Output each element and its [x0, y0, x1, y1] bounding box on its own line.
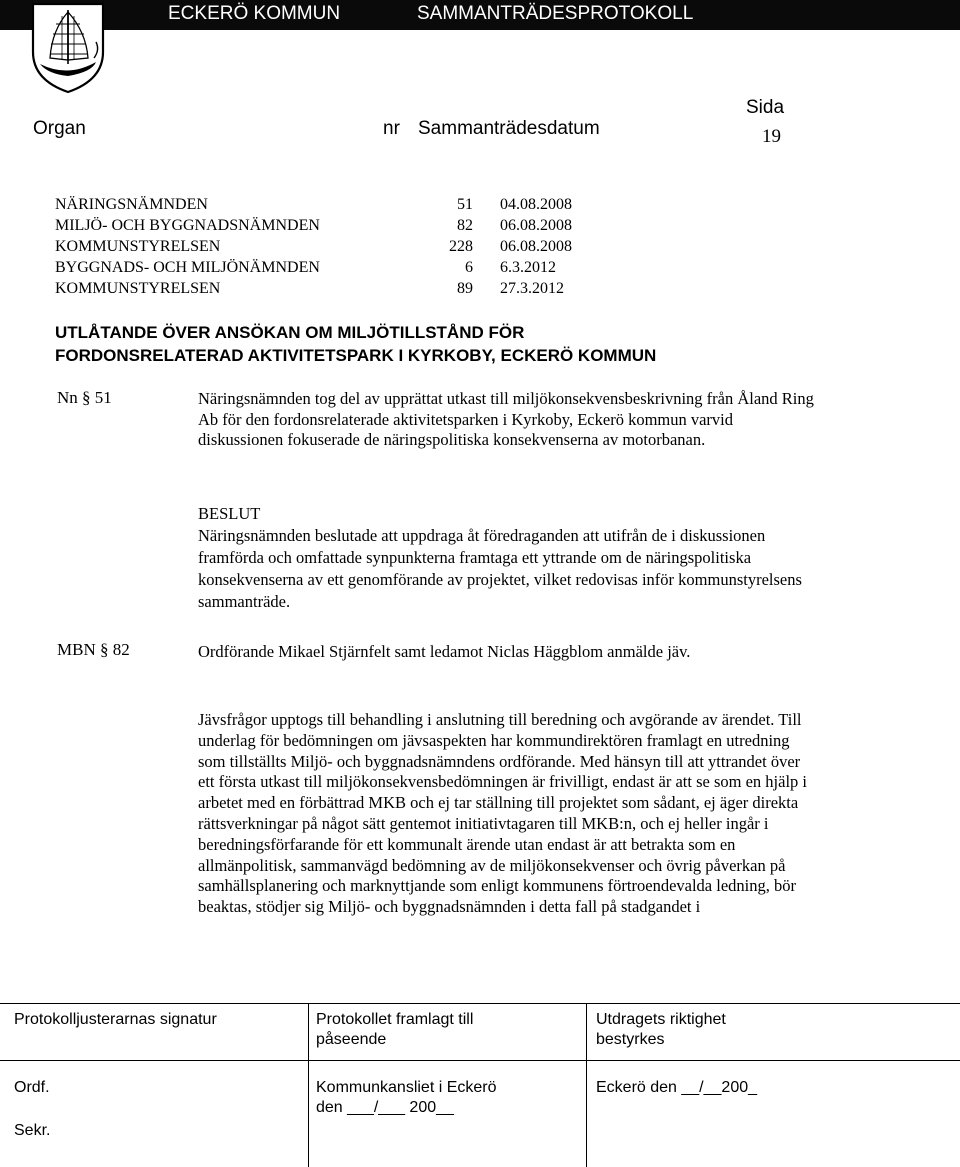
footer-divider — [0, 1003, 960, 1004]
mbn-paragraph — [198, 640, 818, 663]
municipality-name: ECKERÖ KOMMUN — [168, 3, 341, 24]
office-location: Kommunkansliet i Eckerö — [316, 1079, 497, 1096]
footer-row-divider — [0, 1060, 960, 1061]
meeting-organ: NÄRINGSNÄMNDEN — [55, 196, 208, 213]
page-number: 19 — [762, 126, 781, 147]
paragraph-ref-mbn: MBN § 82 — [57, 640, 130, 659]
meeting-organ: MILJÖ- OCH BYGGNADSNÄMNDEN — [55, 217, 320, 234]
meeting-date: 06.08.2008 — [500, 238, 572, 255]
meeting-number: 89 — [457, 280, 473, 297]
nr-label: nr — [383, 118, 400, 139]
beslut-section — [198, 504, 818, 613]
meeting-row — [55, 280, 615, 301]
beslut-heading: BESLUT — [198, 504, 261, 523]
meeting-date: 6.3.2012 — [500, 259, 556, 276]
meeting-row — [55, 259, 615, 280]
sekr-label: Sekr. — [14, 1122, 51, 1139]
mbn-text-jav: Ordförande Mikael Stjärnfelt samt ledamot Niclas Häggblom anmälde jäv. — [198, 642, 691, 661]
certification-date-blank: Eckerö den __/__200_ — [596, 1079, 758, 1096]
meeting-date: 06.08.2008 — [500, 217, 572, 234]
meeting-organ: KOMMUNSTYRELSEN — [55, 238, 221, 255]
meetings-list — [55, 196, 615, 301]
meeting-number: 51 — [457, 196, 473, 213]
nn-paragraph — [198, 389, 818, 451]
public-display-heading-1: Protokollet framlagt till — [316, 1011, 474, 1028]
meeting-date: 27.3.2012 — [500, 280, 564, 297]
ordf-label: Ordf. — [14, 1079, 50, 1096]
footer-column-divider — [308, 1004, 309, 1167]
meeting-organ: KOMMUNSTYRELSEN — [55, 280, 221, 297]
display-date-blank: den ___/___ 200__ — [316, 1099, 454, 1116]
public-display-heading-2: påseende — [316, 1031, 387, 1048]
certification-heading-2: bestyrkes — [596, 1031, 665, 1048]
meeting-date-label: Sammanträdesdatum — [418, 118, 600, 139]
subject-heading-line2: FORDONSRELATERAD AKTIVITETSPARK I KYRKOBY, ECKERÖ KOMMUN — [55, 346, 657, 365]
footer-column-divider — [586, 1004, 587, 1167]
meeting-row — [55, 238, 615, 259]
meeting-number: 6 — [465, 259, 473, 276]
mbn-text-javsfragor: Jävsfrågor upptogs till behandling i anslutning till beredning och avgörande av ärendet. Till underlag för bedömningen om jävsaspekten har kommundirektören framlagt en utredning som tillställts Miljö- och byggnadsnämndens ordförande. Med hänsyn till att yttrandet över ett första utkast till miljökonsekvensbedömningen är frivilligt, endast är att se som en hjälp i arbetet med en förbättrad MKB och ej tar ställning till projektet som sådant, ej äger direkta rättsverkningar på något sätt gentemot initiativtagaren till MKB:n, och ej heller ingår i beredningsförfarande för ett kommunalt ärende utan endast är att betrakta som en allmänpolitisk, sammanvägd bedömning av de miljökonsekvenser och övrig påverkan på samhällsplanering och marknyttjande som enligt kommunens förtroendevalda ledning, bör beaktas, stödjer sig Miljö- och byggnadsnämnden i detta fall på stadgandet i — [198, 710, 808, 917]
beslut-text: Näringsnämnden beslutade att uppdraga åt föredraganden att utifrån de i diskussionen framförda och omfattade synpunkterna framtaga ett yttrande om de näringspolitiska konsekvenserna av ett genomförande av projektet, vilket redovisas inför kommunstyrelsens sammanträde. — [198, 525, 802, 611]
meeting-row — [55, 217, 615, 238]
page-label: Sida — [746, 97, 785, 118]
mbn-paragraph-2 — [198, 710, 818, 918]
document-type: SAMMANTRÄDESPROTOKOLL — [417, 3, 694, 24]
meeting-row — [55, 196, 615, 217]
certification-heading-1: Utdragets riktighet — [596, 1011, 726, 1028]
paragraph-ref-nn: Nn § 51 — [57, 388, 112, 407]
organ-label: Organ — [33, 118, 86, 139]
nn-text: Näringsnämnden tog del av upprättat utkast till miljökonsekvensbeskrivning från Åland Ring Ab för den fordonsrelaterade aktivitetsparken i Kyrkoby, Eckerö kommun varvid diskussionen fokuserade de näringspolitiska konsekvenserna av motorbanan. — [198, 389, 814, 449]
coat-of-arms-icon — [30, 2, 106, 94]
subject-heading-line1: UTLÅTANDE ÖVER ANSÖKAN OM MILJÖTILLSTÅND FÖR — [55, 323, 525, 342]
signature-heading: Protokolljusterarnas signatur — [14, 1011, 217, 1028]
meeting-date: 04.08.2008 — [500, 196, 572, 213]
meeting-number: 228 — [449, 238, 473, 255]
meeting-organ: BYGGNADS- OCH MILJÖNÄMNDEN — [55, 259, 320, 276]
meeting-number: 82 — [457, 217, 473, 234]
